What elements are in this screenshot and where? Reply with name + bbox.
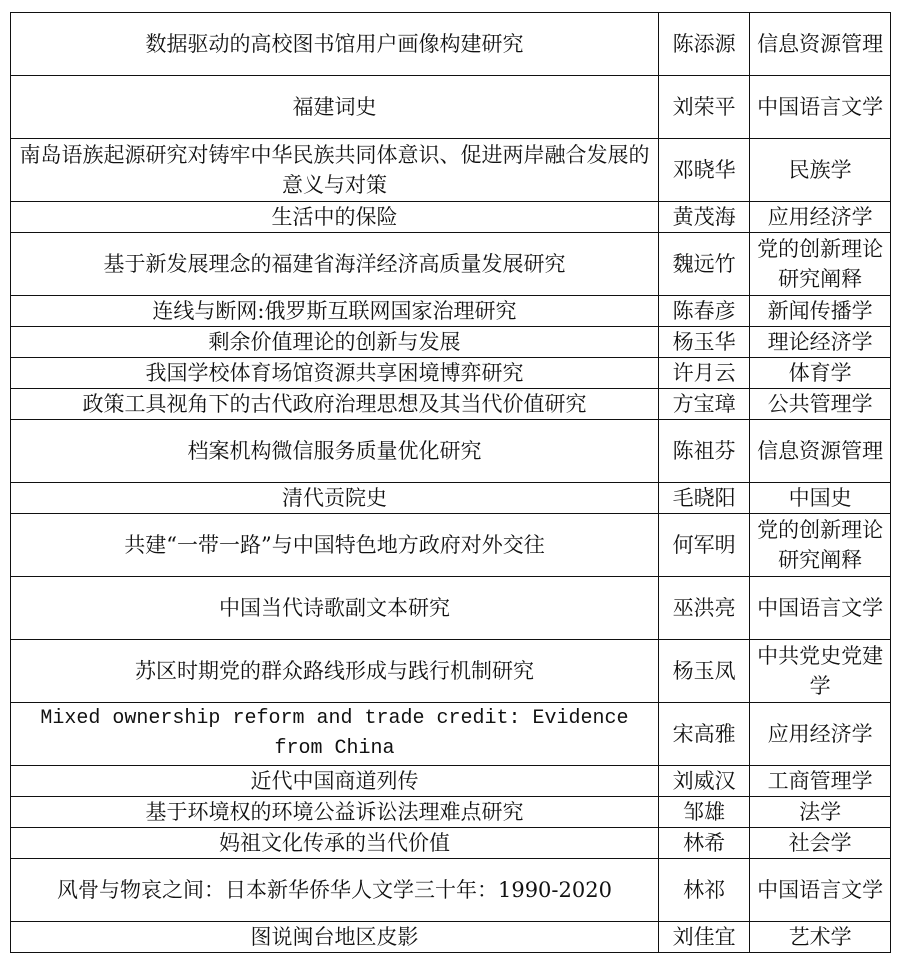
discipline-cell: 工商管理学 (750, 766, 891, 797)
author-cell: 方宝璋 (658, 389, 749, 420)
discipline-cell: 信息资源管理 (750, 13, 891, 76)
discipline-cell: 公共管理学 (750, 389, 891, 420)
project-title-cell: 数据驱动的高校图书馆用户画像构建研究 (11, 13, 659, 76)
table-row (11, 483, 891, 514)
author-cell: 林祁 (658, 859, 749, 922)
discipline-cell: 中国语言文学 (750, 76, 891, 139)
discipline-cell: 信息资源管理 (750, 420, 891, 483)
author-cell: 何军明 (658, 514, 749, 577)
author-cell: 陈春彦 (658, 296, 749, 327)
author-cell: 邓晓华 (658, 139, 749, 202)
project-title-cell: 档案机构微信服务质量优化研究 (11, 420, 659, 483)
author-cell: 邹雄 (658, 797, 749, 828)
table-row (11, 859, 891, 922)
table-row (11, 139, 891, 202)
table-row (11, 13, 891, 76)
table-body (11, 13, 891, 953)
discipline-cell: 新闻传播学 (750, 296, 891, 327)
table-row (11, 233, 891, 296)
project-title-cell: 福建词史 (11, 76, 659, 139)
project-title-cell: 图说闽台地区皮影 (11, 922, 659, 953)
project-title-cell: 基于环境权的环境公益诉讼法理难点研究 (11, 797, 659, 828)
discipline-cell: 中国语言文学 (750, 859, 891, 922)
author-cell: 巫洪亮 (658, 577, 749, 640)
author-cell: 许月云 (658, 358, 749, 389)
table-row (11, 420, 891, 483)
author-cell: 陈祖芬 (658, 420, 749, 483)
table-row (11, 514, 891, 577)
project-title-cell: 清代贡院史 (11, 483, 659, 514)
discipline-cell: 应用经济学 (750, 703, 891, 766)
discipline-cell: 党的创新理论研究阐释 (750, 514, 891, 577)
table-row (11, 358, 891, 389)
project-title-cell: 近代中国商道列传 (11, 766, 659, 797)
discipline-cell: 党的创新理论研究阐释 (750, 233, 891, 296)
table-row (11, 703, 891, 766)
table-row (11, 202, 891, 233)
project-title-cell: 剩余价值理论的创新与发展 (11, 327, 659, 358)
project-title-cell: 风骨与物哀之间：日本新华侨华人文学三十年：1990-2020 (11, 859, 659, 922)
project-title-cell: 南岛语族起源研究对铸牢中华民族共同体意识、促进两岸融合发展的意义与对策 (11, 139, 659, 202)
author-cell: 杨玉华 (658, 327, 749, 358)
project-title-cell: Mixed ownership reform and trade credit: Evidence from China (11, 703, 659, 766)
discipline-cell: 应用经济学 (750, 202, 891, 233)
author-cell: 林希 (658, 828, 749, 859)
project-title-cell: 政策工具视角下的古代政府治理思想及其当代价值研究 (11, 389, 659, 420)
table-row (11, 577, 891, 640)
table-row (11, 76, 891, 139)
project-title-cell: 苏区时期党的群众路线形成与践行机制研究 (11, 640, 659, 703)
author-cell: 杨玉凤 (658, 640, 749, 703)
discipline-cell: 中国史 (750, 483, 891, 514)
table-row (11, 922, 891, 953)
author-cell: 刘威汉 (658, 766, 749, 797)
author-cell: 刘荣平 (658, 76, 749, 139)
table-row (11, 389, 891, 420)
discipline-cell: 社会学 (750, 828, 891, 859)
author-cell: 陈添源 (658, 13, 749, 76)
project-title-cell: 中国当代诗歌副文本研究 (11, 577, 659, 640)
author-cell: 黄茂海 (658, 202, 749, 233)
discipline-cell: 法学 (750, 797, 891, 828)
project-title-cell: 共建“一带一路”与中国特色地方政府对外交往 (11, 514, 659, 577)
discipline-cell: 理论经济学 (750, 327, 891, 358)
project-title-cell: 连线与断网:俄罗斯互联网国家治理研究 (11, 296, 659, 327)
discipline-cell: 中共党史党建学 (750, 640, 891, 703)
project-title-cell: 生活中的保险 (11, 202, 659, 233)
author-cell: 魏远竹 (658, 233, 749, 296)
project-title-cell: 妈祖文化传承的当代价值 (11, 828, 659, 859)
author-cell: 毛晓阳 (658, 483, 749, 514)
author-cell: 宋高雅 (658, 703, 749, 766)
table-row (11, 766, 891, 797)
table-row (11, 828, 891, 859)
table-row (11, 327, 891, 358)
project-table (10, 12, 891, 953)
author-cell: 刘佳宜 (658, 922, 749, 953)
discipline-cell: 体育学 (750, 358, 891, 389)
table-row (11, 640, 891, 703)
discipline-cell: 艺术学 (750, 922, 891, 953)
discipline-cell: 民族学 (750, 139, 891, 202)
table-row (11, 296, 891, 327)
project-title-cell: 基于新发展理念的福建省海洋经济高质量发展研究 (11, 233, 659, 296)
project-title-cell: 我国学校体育场馆资源共享困境博弈研究 (11, 358, 659, 389)
table-row (11, 797, 891, 828)
discipline-cell: 中国语言文学 (750, 577, 891, 640)
